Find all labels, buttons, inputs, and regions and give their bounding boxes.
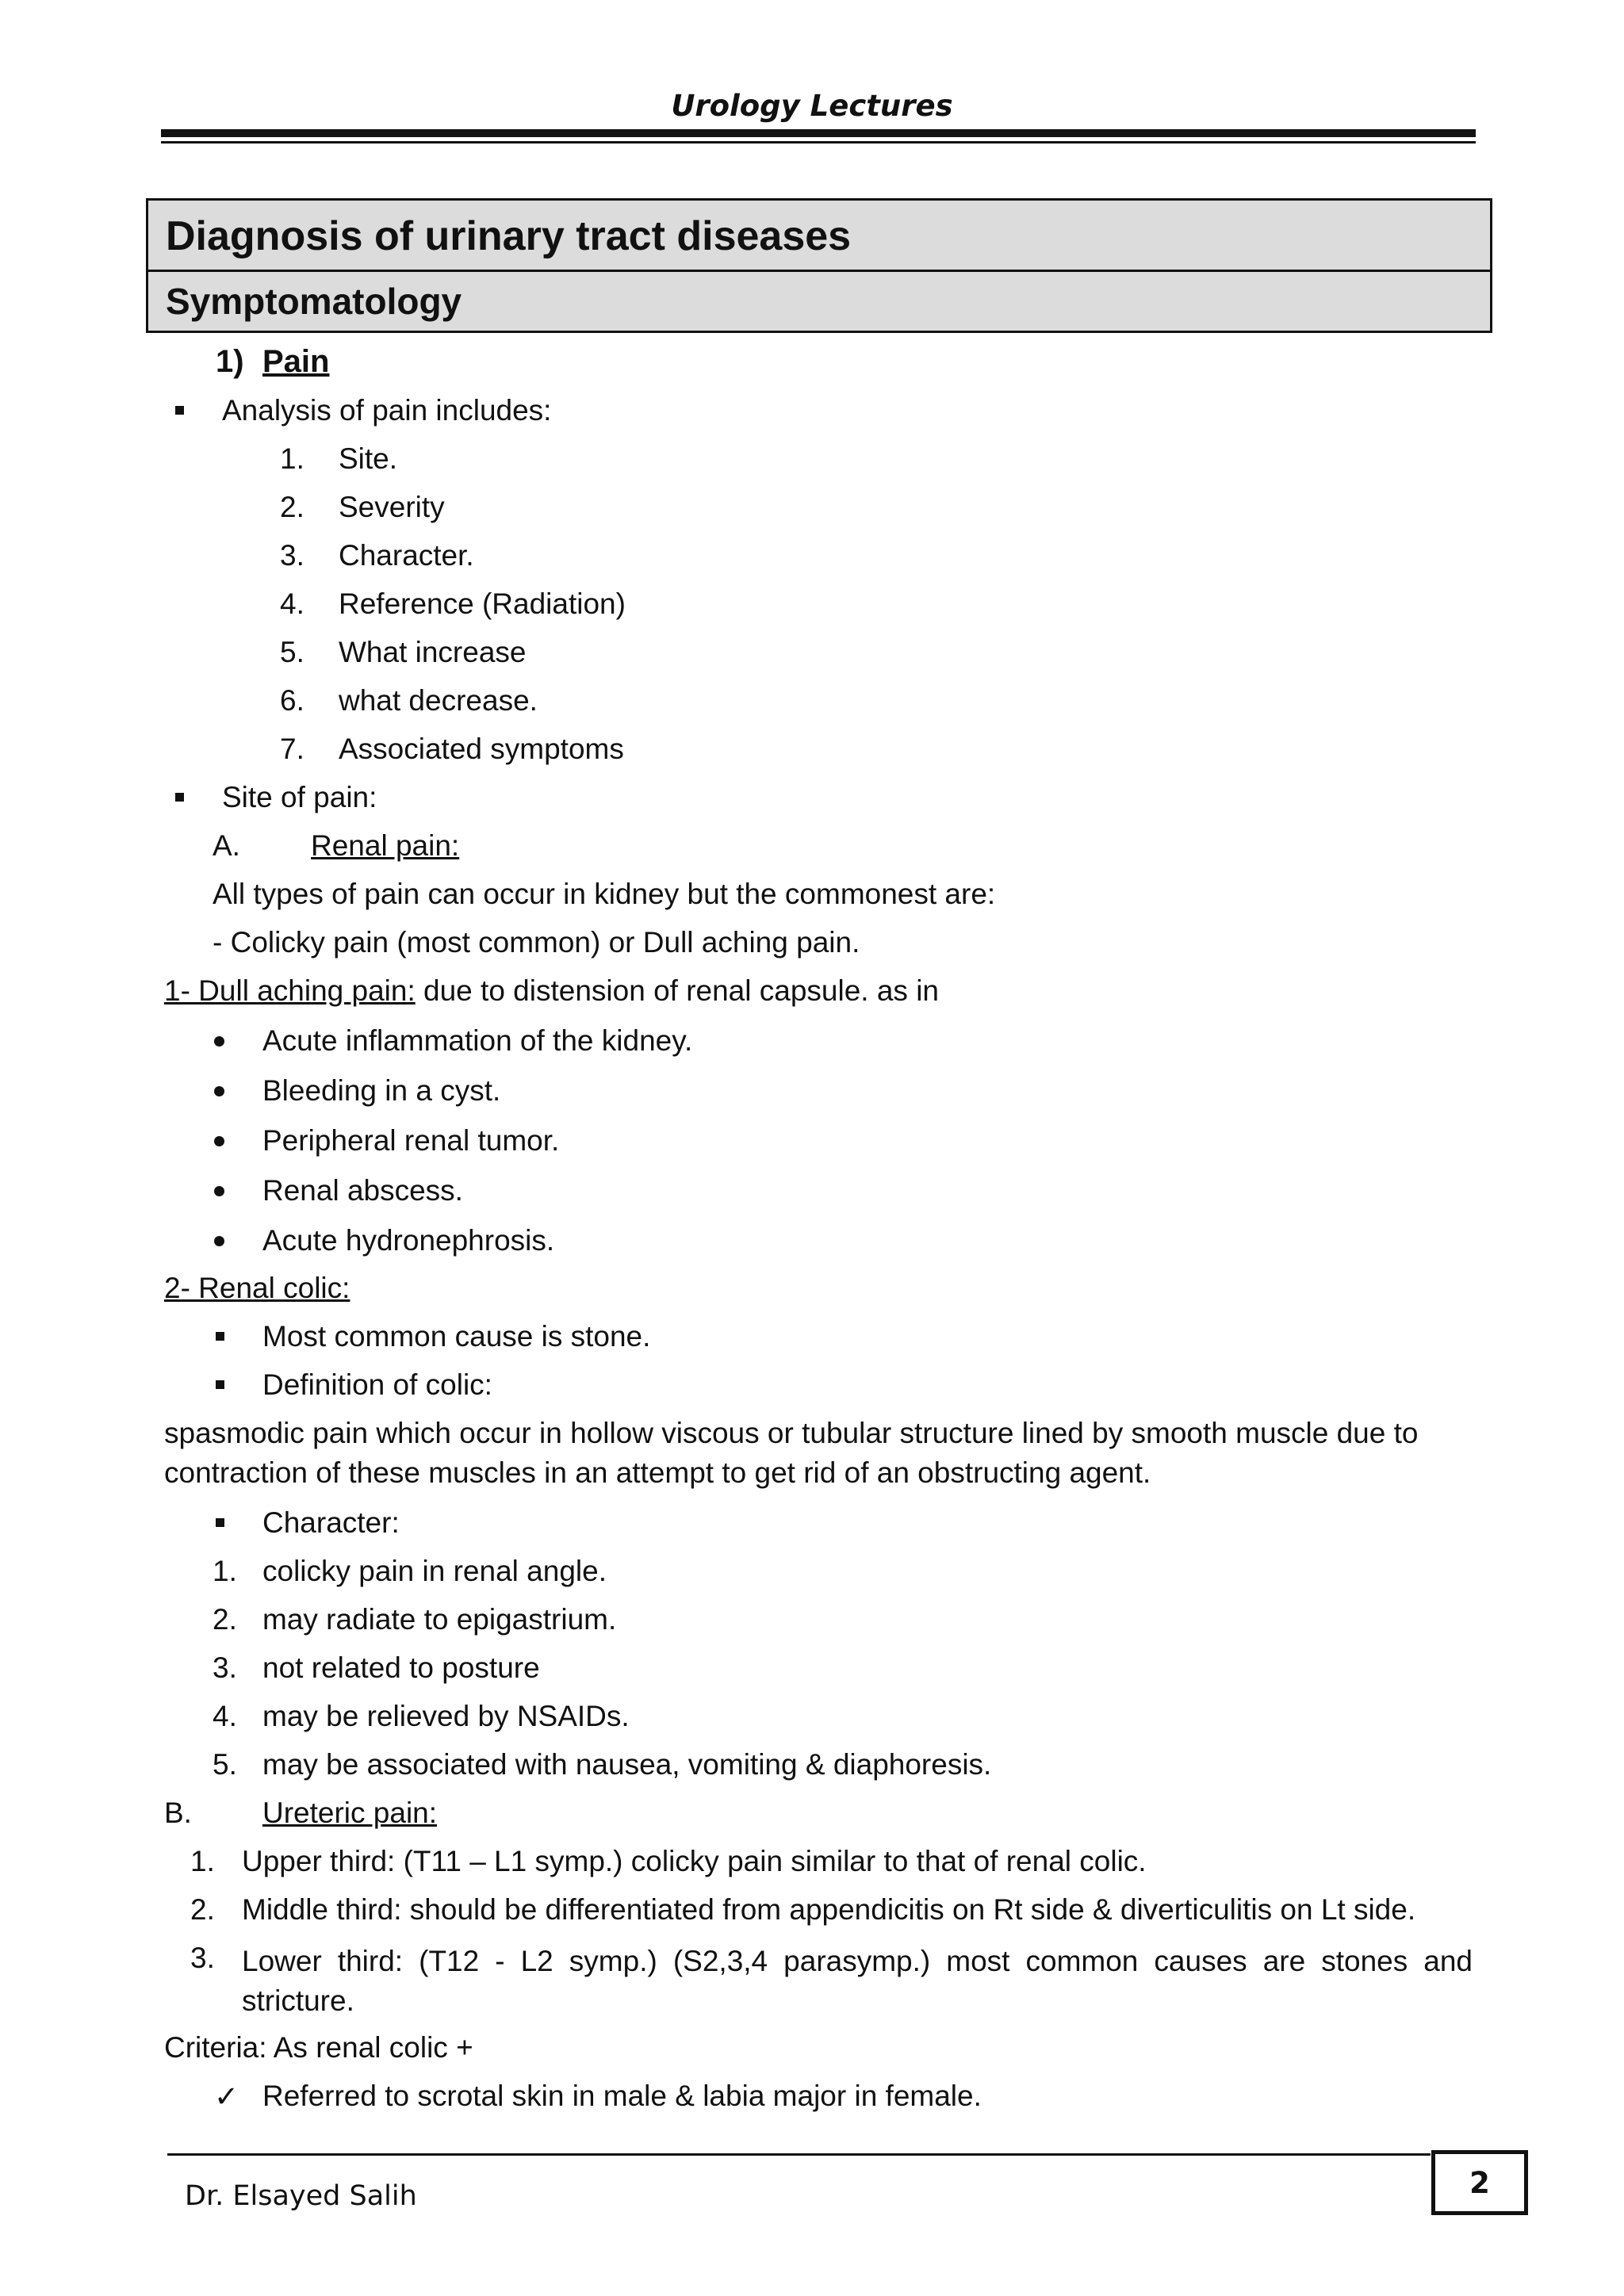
list-item-number: 1. xyxy=(280,442,304,475)
header-rule-thin xyxy=(161,141,1476,144)
list-item: Upper third: (T11 – L1 symp.) colicky pain similar to that of renal colic. xyxy=(242,1845,1147,1877)
list-item-number: 5. xyxy=(280,636,304,668)
check-item: Referred to scrotal skin in male & labia major in female. xyxy=(262,2080,982,2112)
square-bullet xyxy=(216,1518,224,1527)
round-bullet xyxy=(214,1036,224,1047)
list-item-number: 4. xyxy=(280,587,304,620)
list-item: What increase xyxy=(339,636,527,668)
bullet-item: Renal abscess. xyxy=(262,1174,463,1207)
list-item: what decrease. xyxy=(339,684,538,717)
list-item: Lower third: (T12 - L2 symp.) (S2,3,4 parasymp.) most common causes are stones and stricture. xyxy=(242,1945,1473,2017)
page-title: Diagnosis of urinary tract diseases xyxy=(148,201,1490,272)
round-bullet xyxy=(214,1136,224,1146)
square-bullet xyxy=(175,793,184,802)
section-heading-pain: Pain xyxy=(262,344,330,379)
list-item: Middle third: should be differentiated from appendicitis on Rt side & diverticulitis on Lt side. xyxy=(242,1893,1416,1926)
ureteric-pain-heading: Ureteric pain: xyxy=(262,1797,438,1829)
list-item: Severity xyxy=(339,491,445,523)
character-label: Character: xyxy=(262,1506,400,1539)
round-bullet xyxy=(214,1086,224,1096)
section-number: 1) xyxy=(216,344,244,379)
list-item-number: 4. xyxy=(213,1700,237,1732)
list-item: Reference (Radiation) xyxy=(339,587,626,620)
renal-line-2: - Colicky pain (most common) or Dull aching pain. xyxy=(213,926,860,959)
round-bullet xyxy=(214,1236,224,1246)
dull-aching-text: due to distension of renal capsule. as in xyxy=(415,974,940,1007)
subsection-letter: A. xyxy=(213,829,240,862)
colic-point: Definition of colic: xyxy=(262,1368,492,1401)
criteria-line: Criteria: As renal colic + xyxy=(164,2031,473,2064)
square-bullet xyxy=(216,1332,224,1341)
subsection-letter: B. xyxy=(164,1797,192,1829)
bullet-item: Bleeding in a cyst. xyxy=(262,1074,501,1107)
list-item-number: 3. xyxy=(280,539,304,572)
list-item: not related to posture xyxy=(262,1651,540,1684)
bullet-item: Peripheral renal tumor. xyxy=(262,1124,560,1157)
title-box xyxy=(146,198,1492,333)
list-item-number: 3. xyxy=(213,1651,237,1684)
dull-aching-line xyxy=(164,974,939,1008)
footer-rule xyxy=(167,2153,1431,2156)
list-item-number: 1. xyxy=(190,1845,215,1877)
page-number: 2 xyxy=(1469,2166,1490,2200)
bullet-item: Acute hydronephrosis. xyxy=(262,1224,555,1257)
list-item: may radiate to epigastrium. xyxy=(262,1603,617,1636)
renal-pain-heading: Renal pain: xyxy=(311,829,460,862)
list-item: colicky pain in renal angle. xyxy=(262,1555,607,1587)
list-item-number: 5. xyxy=(213,1748,237,1781)
footer-author: Dr. Elsayed Salih xyxy=(185,2180,417,2212)
dull-aching-label: 1- Dull aching pain: xyxy=(164,974,416,1007)
colic-point: Most common cause is stone. xyxy=(262,1320,651,1353)
colic-definition: spasmodic pain which occur in hollow viscous or tubular structure lined by smooth muscle due to contraction of these muscles in an attempt to get rid of an obstructing agent. xyxy=(164,1417,1419,1489)
list-item: Site. xyxy=(339,442,398,475)
list-item: Associated symptoms xyxy=(339,733,624,765)
analysis-intro: Analysis of pain includes: xyxy=(222,394,552,427)
header-rule-thick xyxy=(161,129,1476,137)
bullet-item: Acute inflammation of the kidney. xyxy=(262,1024,693,1057)
list-item-number: 7. xyxy=(280,733,304,765)
list-item: may be associated with nausea, vomiting & diaphoresis. xyxy=(262,1748,992,1781)
list-item-number: 2. xyxy=(190,1893,215,1926)
list-item-number: 1. xyxy=(213,1555,237,1587)
list-item-number: 2. xyxy=(280,491,304,523)
list-item: Character. xyxy=(339,539,474,572)
square-bullet xyxy=(216,1380,224,1389)
renal-line-1: All types of pain can occur in kidney but the commonest are: xyxy=(213,878,996,910)
running-header: Urology Lectures xyxy=(671,89,953,123)
square-bullet xyxy=(175,406,184,415)
list-item-number: 2. xyxy=(213,1603,237,1636)
list-item: may be relieved by NSAIDs. xyxy=(262,1700,630,1732)
site-intro: Site of pain: xyxy=(222,781,377,813)
list-item-number: 3. xyxy=(190,1942,215,1974)
checkmark-icon: ✓ xyxy=(214,2080,239,2113)
list-item-number: 6. xyxy=(280,684,304,717)
round-bullet xyxy=(214,1186,224,1196)
page-subtitle: Symptomatology xyxy=(166,281,462,322)
renal-colic-heading: 2- Renal colic: xyxy=(164,1272,350,1304)
